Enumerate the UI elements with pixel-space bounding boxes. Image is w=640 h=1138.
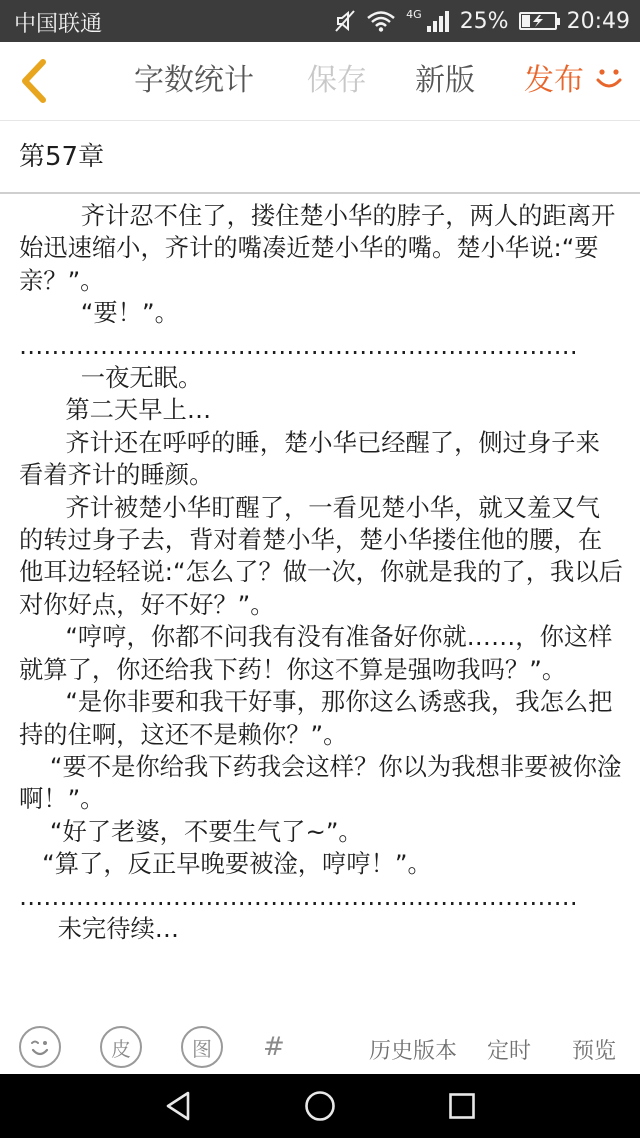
circle-home-icon [303, 1089, 337, 1123]
history-version-button[interactable]: 历史版本 [369, 1039, 458, 1064]
battery-percent: 25% [459, 8, 509, 34]
triangle-back-icon [163, 1090, 193, 1122]
signal-icon [426, 10, 450, 32]
square-recent-icon [447, 1091, 477, 1121]
wifi-icon [366, 10, 396, 32]
editor-toolbar [0, 42, 640, 121]
nav-recent-button[interactable] [444, 1088, 480, 1124]
status-icons [334, 0, 630, 42]
emoji-icon [25, 1032, 55, 1062]
smile-icon [594, 62, 624, 96]
content-paragraph: 第二天早上… [19, 395, 212, 425]
emoji-button[interactable] [19, 1026, 61, 1068]
new-version-button[interactable]: 新版 [415, 63, 475, 98]
content-paragraph: “好了老婆，不要生气了~”。 [19, 816, 363, 846]
hashtag-button[interactable]: # [263, 1032, 285, 1062]
preview-button[interactable]: 预览 [572, 1039, 617, 1064]
chevron-left-icon [19, 58, 49, 104]
publish-button[interactable]: 发布 [524, 63, 584, 98]
content-paragraph: “算了，反正早晚要被淦，哼哼！”。 [19, 849, 432, 879]
content-paragraph: “要不是你给我下药我会这样？你以为我想非要被你淦啊！”。 [19, 751, 622, 814]
image-label: 图 [192, 1036, 212, 1061]
chapter-title-input[interactable]: 第57章 [19, 142, 105, 172]
status-bar [0, 0, 640, 42]
content-paragraph: “哼哼，你都不问我有没有准备好你就……，你这样就算了，你还给我下药！你这不算是强吻我吗？”。 [19, 622, 613, 684]
content-paragraph: 一夜无眠。 [19, 363, 203, 393]
system-nav-bar [0, 1074, 640, 1138]
chapter-content-editor[interactable] [19, 200, 623, 1020]
network-type: 4G [406, 7, 422, 21]
content-paragraph: 齐计忍不住了，搂住楚小华的脖子，两人的距离开始迅速缩小，齐计的嘴凑近楚小华的嘴。楚小华说:“要亲？”。 [19, 201, 616, 295]
content-paragraph: 齐计还在呼呼的睡，楚小华已经醒了，侧过身子来看着齐计的睡颜。 [19, 427, 600, 490]
content-paragraph: “要！”。 [19, 298, 179, 328]
nav-home-button[interactable] [302, 1088, 338, 1124]
content-separator: …………………………………………………………… [19, 330, 578, 360]
content-paragraph: 齐计被楚小华盯醒了，一看见楚小华，就又羞又气的转过身子去，背对着楚小华，楚小华搂住他的腰，在他耳边轻轻说:“怎么了？做一次，你就是我的了，我以后对你好点，好不好？”。 [19, 492, 623, 619]
content-paragraph: “是你非要和我干好事，那你这么诱惑我，我怎么把持的住啊，这还不是赖你？”。 [19, 687, 613, 749]
mute-icon [334, 9, 356, 33]
skin-button[interactable] [100, 1026, 142, 1068]
save-button[interactable]: 保存 [307, 63, 367, 98]
title-divider [0, 192, 640, 194]
edit-bar [0, 1022, 640, 1074]
image-button[interactable] [181, 1026, 223, 1068]
content-paragraph: 未完待续… [19, 913, 180, 943]
back-button[interactable] [14, 56, 54, 106]
battery-icon [519, 12, 557, 30]
content-separator: …………………………………………………………… [19, 881, 578, 911]
skin-label: 皮 [111, 1036, 131, 1061]
word-count-button[interactable]: 字数统计 [134, 63, 254, 98]
timer-button[interactable]: 定时 [487, 1039, 532, 1064]
clock: 20:49 [566, 8, 630, 34]
carrier-label: 中国联通 [14, 12, 103, 37]
nav-back-button[interactable] [160, 1088, 196, 1124]
